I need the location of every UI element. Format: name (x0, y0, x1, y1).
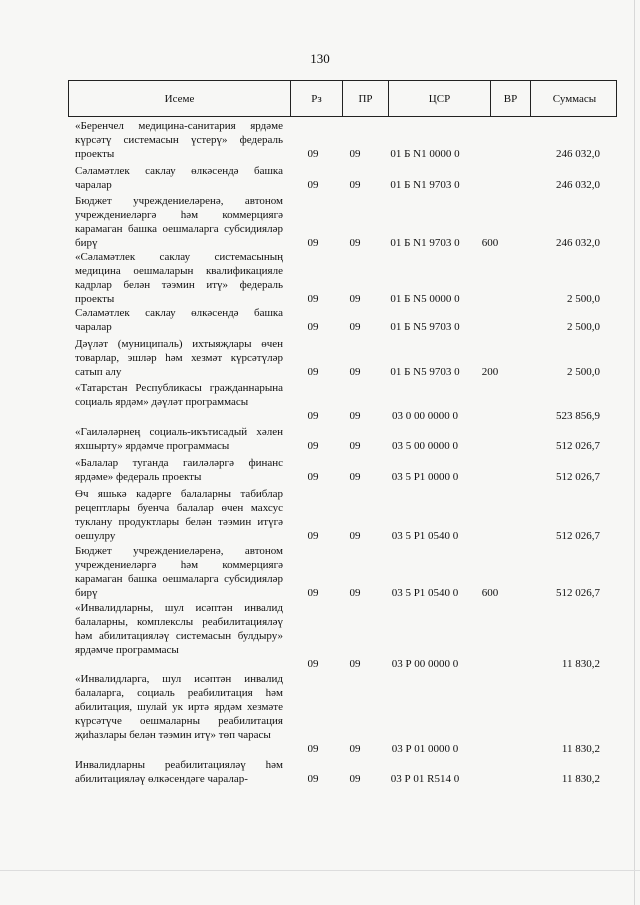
row-rz: 09 (307, 366, 319, 378)
row-name: Бюджет учреждениеләренә, автоном учреждениеләргә һәм коммерциягә карамаган башка оешмаларга субсидияләр бирү (75, 195, 283, 249)
row-pr: 09 (349, 179, 361, 191)
row-name: Инвалидларны реабилитацияләү һәм абилитацияләү өлкәсендәге чаралар- (75, 759, 283, 785)
row-pr: 09 (349, 410, 361, 422)
row-vr: 600 (481, 237, 499, 249)
row-name: Бюджет учреждениеләренә, автоном учреждениеләргә һәм коммерциягә карамаган башка оешмаларга субсидияләр бирү (75, 545, 283, 599)
row-pr: 09 (349, 530, 361, 542)
row-csr: 03 0 00 0000 0 (392, 410, 458, 422)
row-rz: 09 (307, 471, 319, 483)
row-csr: 03 Р 01 R514 0 (390, 773, 460, 785)
row-rz: 09 (307, 743, 319, 755)
scan-bottom-line (0, 870, 640, 871)
row-name: «Сәламәтлек саклау системасының медицина оешмаларын квалификацияле кадрлар белән тәэмин итү» федераль проекты (75, 251, 283, 305)
row-pr: 09 (349, 773, 361, 785)
row-csr: 03 Р 00 0000 0 (391, 658, 459, 670)
row-rz: 09 (307, 237, 319, 249)
row-rz: 09 (307, 773, 319, 785)
row-rz: 09 (307, 148, 319, 160)
row-sum: 246 032,0 (556, 179, 600, 191)
row-pr: 09 (349, 440, 361, 452)
row-sum: 2 500,0 (567, 293, 600, 305)
row-pr: 09 (349, 148, 361, 160)
row-rz: 09 (307, 530, 319, 542)
header-pr: ПР (343, 81, 389, 116)
page-number: 130 (310, 51, 330, 66)
row-csr: 01 Б N5 9703 0 (390, 321, 460, 333)
header-sum: Суммасы (552, 92, 597, 105)
header-csr: ЦСР (389, 81, 491, 116)
row-csr: 03 Р 01 0000 0 (391, 743, 459, 755)
scan-edge-line (634, 0, 635, 905)
row-pr: 09 (349, 743, 361, 755)
row-name: «Татарстан Республикасы гражданнарына социаль ярдәм» дәүләт программасы (75, 382, 283, 408)
row-rz: 09 (307, 658, 319, 670)
row-name: Сәламәтлек саклау өлкәсендә башка чаралар (75, 307, 283, 333)
row-pr: 09 (349, 587, 361, 599)
row-sum: 11 830,2 (561, 743, 600, 755)
row-rz: 09 (307, 179, 319, 191)
row-sum: 246 032,0 (556, 237, 600, 249)
row-name: «Гаиләләрнең социаль-икътисадый хәлен яхшырту» ярдәмче программасы (75, 426, 283, 452)
row-name: «Инвалидларга, шул исәптән инвалид балаларга, социаль реабилитация һәм абилитация, шулай ук иртә ярдәм хезмәте күрсәтүче оешмаларны реабилитация җиһазлары белән тәэмин итү» төп чарасы (75, 673, 283, 741)
row-rz: 09 (307, 321, 319, 333)
row-pr: 09 (349, 658, 361, 670)
row-csr: 01 Б N5 9703 0 (390, 366, 460, 378)
row-rz: 09 (307, 293, 319, 305)
row-sum: 11 830,2 (561, 773, 600, 785)
row-sum: 2 500,0 (567, 366, 600, 378)
row-sum: 2 500,0 (567, 321, 600, 333)
row-sum: 512 026,7 (556, 587, 600, 599)
row-sum: 512 026,7 (556, 471, 600, 483)
row-pr: 09 (349, 293, 361, 305)
row-rz: 09 (307, 410, 319, 422)
row-csr: 03 5 P1 0000 0 (391, 471, 459, 483)
row-csr: 03 5 P1 0540 0 (391, 530, 459, 542)
row-csr: 03 5 00 0000 0 (392, 440, 458, 452)
row-pr: 09 (349, 471, 361, 483)
row-sum: 512 026,7 (556, 440, 600, 452)
row-name: Өч яшькә кадәрге балаларны табиблар рецептлары буенча балалар өчен махсус туклану продуктлары белән тәэмин итүгә оешулру (75, 488, 283, 542)
row-sum: 11 830,2 (561, 658, 600, 670)
header-vr: ВР (491, 81, 531, 116)
row-name: «Инвалидларны, шул исәптән инвалид балаларны, комплекслы реабилитацияләү һәм абилитацияләү системасын булдыру» ярдәмче программасы (75, 602, 283, 656)
row-rz: 09 (307, 587, 319, 599)
row-rz: 09 (307, 440, 319, 452)
row-pr: 09 (349, 237, 361, 249)
row-sum: 246 032,0 (556, 148, 600, 160)
row-vr: 600 (481, 587, 499, 599)
row-name: «Балалар туганда гаиләләргә финанс ярдәме» федераль проекты (75, 457, 283, 483)
row-name: Дәүләт (муниципаль) ихтыяҗлары өчен товарлар, эшләр һәм хезмәт күрсәтүләр сатып алу (75, 338, 283, 378)
row-csr: 01 Б N1 0000 0 (390, 148, 460, 160)
row-pr: 09 (349, 366, 361, 378)
row-pr: 09 (349, 321, 361, 333)
row-csr: 01 Б N5 0000 0 (390, 293, 460, 305)
row-name: Сәламәтлек саклау өлкәсендә башка чаралар (75, 165, 283, 191)
row-vr: 200 (481, 366, 499, 378)
row-csr: 01 Б N1 9703 0 (390, 237, 460, 249)
row-csr: 01 Б N1 9703 0 (390, 179, 460, 191)
row-csr: 03 5 P1 0540 0 (391, 587, 459, 599)
header-name: Исеме (69, 81, 291, 116)
row-sum: 512 026,7 (556, 530, 600, 542)
row-sum: 523 856,9 (556, 410, 600, 422)
row-name: «Беренчел медицина-санитария ярдәме күрсәтү системасын үстерү» федераль проекты (75, 120, 283, 160)
header-rz: Рз (291, 81, 343, 116)
